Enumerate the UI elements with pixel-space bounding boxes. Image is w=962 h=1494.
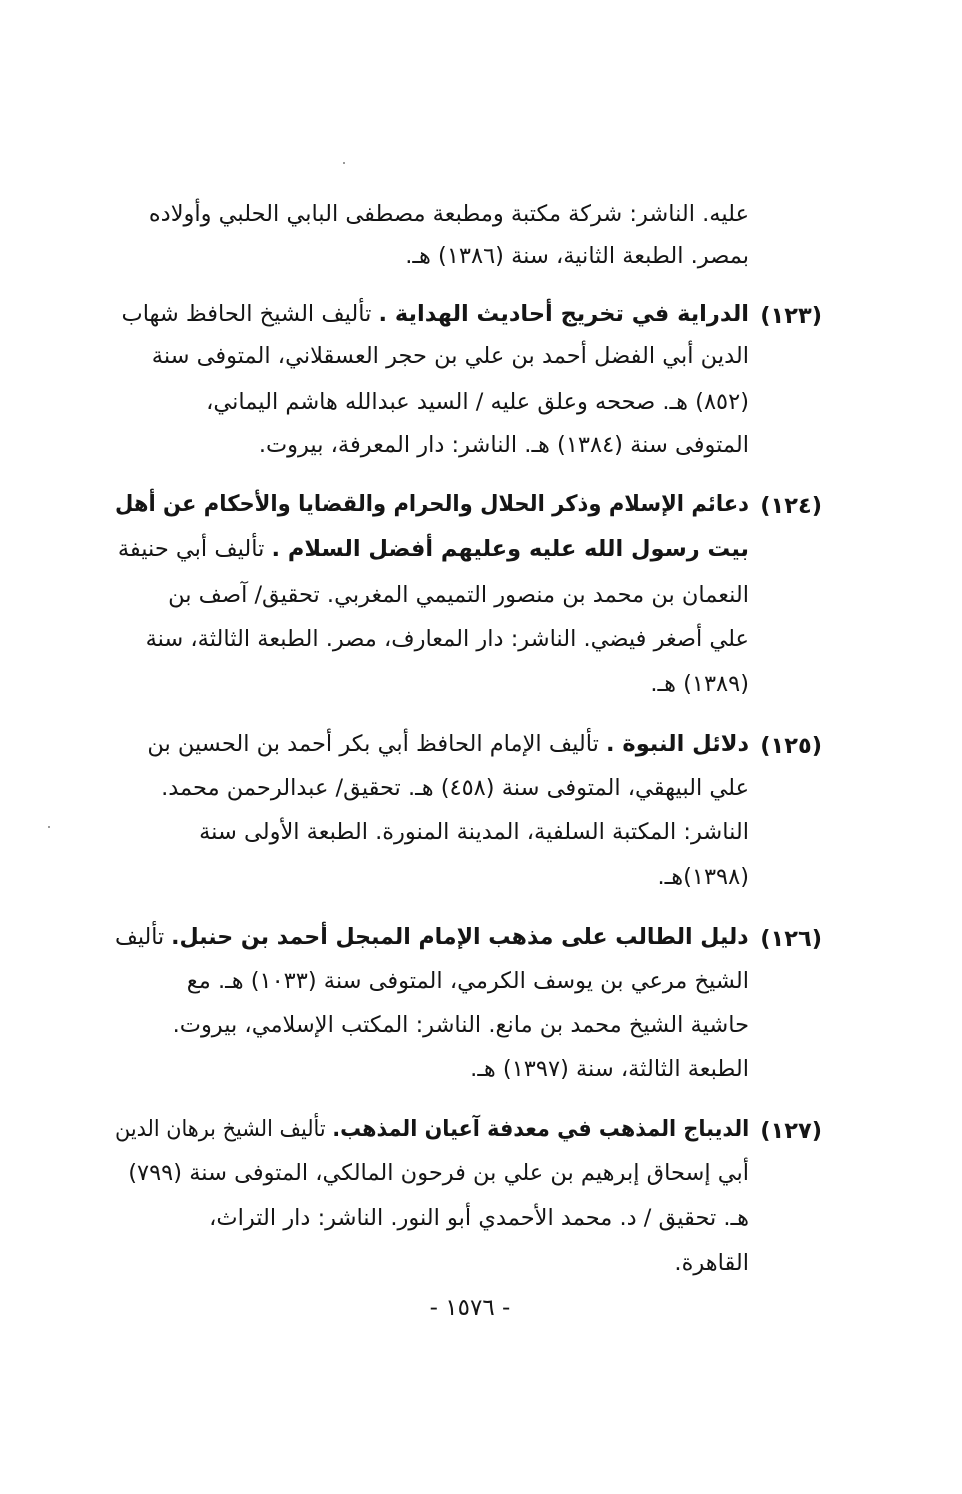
entry-line: هـ. تحقيق / د. محمد الأحمدي أبو النور. الناشر: دار التراث، — [209, 1205, 749, 1231]
continuation-line: عليه. الناشر: شركة مكتبة ومطبعة مصطفى البابي الحلبي وأولاده — [148, 201, 749, 227]
entry-number: (١٢٧) — [760, 1118, 822, 1144]
entry-line: النعمان بن محمد بن منصور التميمي المغربي. تحقيق/ آصف بن — [168, 582, 749, 608]
entry-first-line — [115, 1118, 749, 1141]
entry-first-line — [115, 926, 749, 949]
entry-line: المتوفى سنة (١٣٨٤) هـ. الناشر: دار المعرفة، بيروت. — [258, 432, 749, 458]
entry-text: تأليف الشيخ برهان الدين — [114, 1116, 332, 1142]
entry-line: القاهرة. — [674, 1250, 749, 1276]
entry-title: دلائل النبوة . — [606, 731, 749, 757]
entry-title-line — [118, 538, 749, 561]
entry-title: بيت رسول الله عليه وعليهم أفضل السلام . — [271, 536, 749, 562]
entry-line: الناشر: المكتبة السلفية، المدينة المنورة. الطبعة الأولى سنة — [199, 819, 749, 845]
entry-text: تأليف الإمام الحافظ أبي بكر أحمد بن الحسين بن — [147, 731, 607, 757]
continuation-line: بمصر. الطبعة الثانية، سنة (١٣٨٦) هـ. — [405, 243, 749, 269]
entry-first-line — [122, 303, 749, 326]
entry-first-line — [147, 733, 749, 756]
entry-line: علي أصغر فيضي. الناشر: دار المعارف، مصر. الطبعة الثالثة، سنة — [145, 626, 749, 652]
entry-number: (١٢٥) — [760, 733, 822, 759]
page-number: - ١٥٧٦ - — [429, 1295, 511, 1321]
entry-line: (١٣٩٨)هـ. — [657, 864, 749, 890]
entry-line: الدين أبي الفضل أحمد بن علي بن حجر العسقلاني، المتوفى سنة — [151, 343, 749, 369]
entry-number: (١٢٦) — [760, 926, 822, 952]
entry-line: (١٣٨٩) هـ. — [650, 671, 749, 697]
entry-title: دعائم الإسلام وذكر الحلال والحرام والقضايا والأحكام عن أهل — [114, 491, 749, 517]
entry-line: الشيخ مرعي بن يوسف الكرمي، المتوفى سنة (١٠٣٣) هـ. مع — [186, 968, 749, 994]
entry-text: تأليف الشيخ الحافظ شهاب — [121, 301, 379, 327]
entry-line: أبي إسحاق إبرهيم بن علي بن فرحون المالكي، المتوفى سنة (٧٩٩) — [128, 1160, 749, 1186]
entry-title: الديباج المذهب في معدفة آعيان المذهب. — [331, 1116, 749, 1142]
entry-line: الطبعة الثالثة، سنة (١٣٩٧) هـ. — [470, 1056, 749, 1082]
entry-number: (١٢٣) — [760, 303, 822, 329]
entry-title: دليل الطالب على مذهب الإمام المبجل أحمد بن حنبل. — [171, 924, 749, 950]
entry-line: علي البيهقي، المتوفى سنة (٤٥٨) هـ. تحقيق/ عبدالرحمن محمد. — [161, 775, 749, 801]
scan-speck — [48, 826, 50, 828]
entry-title: الدراية في تخريج أحاديث الهداية . — [378, 301, 749, 327]
entry-line: حاشية الشيخ محمد بن مانع. الناشر: المكتب الإسلامي، بيروت. — [172, 1012, 749, 1038]
entry-text: تأليف — [115, 924, 172, 950]
entry-line: (٨٥٢) هـ. صححه وعلق عليه / السيد عبدالله هاشم اليماني، — [206, 389, 749, 415]
entry-number: (١٢٤) — [760, 493, 822, 519]
entry-text: تأليف أبي حنيفة — [117, 536, 272, 562]
scan-speck — [343, 162, 345, 164]
